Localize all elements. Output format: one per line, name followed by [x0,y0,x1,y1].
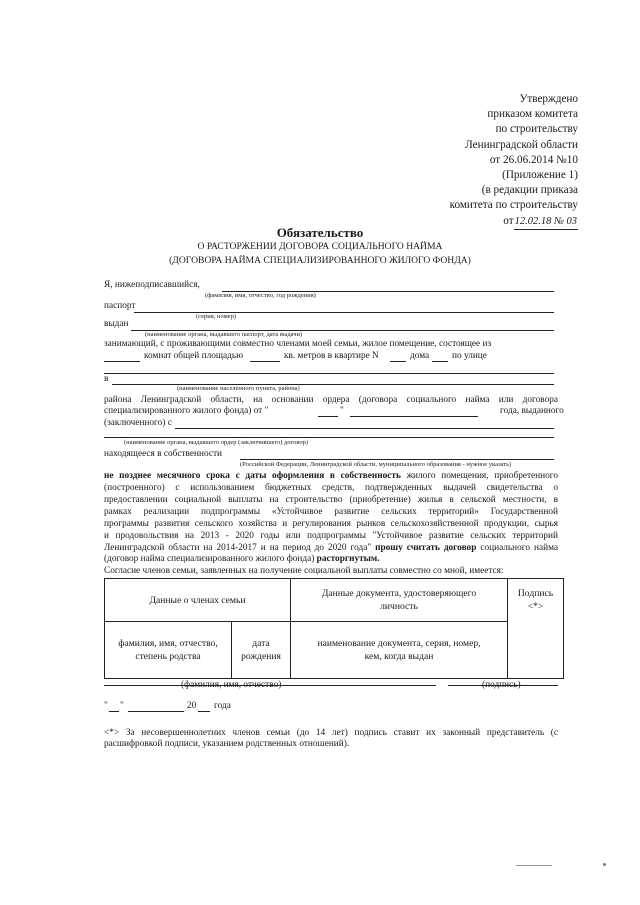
date-day-field[interactable] [109,711,119,712]
body-line-8-bold: расторгнутым. [316,554,380,564]
issued-caption: (наименование органа, выдавшего паспорт, дата выдачи) [145,331,303,338]
iam-caption: (фамилия, имя, отчество, год рождения) [205,292,316,299]
area-field[interactable] [250,361,280,362]
spec-text-c: года, выданного [500,406,564,416]
date-year-suffix: года [214,701,231,711]
owned-caption: (Российской Федерации, Ленинградской области, муниципального образования - нужное указать) [240,461,512,468]
body-line-7 [104,542,558,554]
owned-field[interactable] [240,459,554,460]
approval-line: приказом комитета [487,108,578,121]
page-dot [603,863,606,866]
body-line-8 [104,554,380,564]
district-text: района Ленинградской области, на основании ордера (договора социального найма или договора [104,395,558,405]
body-rest-1: жилого помещения, приобретенного [406,471,558,481]
date-month-field[interactable] [128,711,184,712]
body-line-2: (построенного) с использованием бюджетных средств, подтвержденных выдачей свидетельства о [104,483,558,493]
spec-text-b: " [340,406,344,416]
date-year-field[interactable] [198,711,210,712]
issued-label: выдан [104,319,129,329]
th-birth-date [232,622,291,679]
approval-line: (в редакции приказа [481,184,578,197]
house-field[interactable] [432,361,448,362]
street-label: по улице [452,351,487,361]
owned-label: находящееся в собственности [104,449,223,459]
th-family: Данные о членах семьи [105,579,291,622]
approval-line: Ленинградской области [465,138,578,151]
in-label: в [104,374,109,384]
footnote-line-2: расшифровкой подписи, указанием родственных отношений). [104,739,350,749]
th-document-details-2: кем, когда выдан [364,651,434,662]
date-open-quote: " [104,701,108,711]
occupying-text: занимающий, с проживающими совместно членами моей семьи, жилое помещение, состоящее из [104,339,492,349]
th-name [105,622,232,679]
family-table [104,578,564,679]
th-document-1: Данные документа, удостоверяющего [321,588,477,599]
fio-caption: (фамилия, имя, отчество) [181,680,282,690]
order-date-field[interactable] [350,416,478,417]
approval-date-prefix: от [503,214,514,227]
rooms-count-field[interactable] [104,361,140,362]
area-label: кв. метров в квартире N [284,351,379,361]
th-document [291,579,508,622]
approval-line: от 26.06.2014 №10 [489,153,578,166]
subtitle-2: (ДОГОВОРА НАЙМА СПЕЦИАЛИЗИРОВАННОГО ЖИЛОГО ФОНДА) [169,255,471,266]
body-line-7-b: социального найма [480,543,559,553]
house-label: дома [410,351,430,361]
body-line-4: рамках реализации подпрограммы «Устойчивое развитие сельских территорий» Государственной [104,507,558,517]
th-document-details-1: наименование документа, серия, номер, [317,638,481,649]
body-line-7-a: Ленинградской области на 2014-2017 и на период до 2020 года" [104,543,372,553]
approval-line: комитета по строительству [449,199,578,212]
concluded-field-2[interactable] [104,437,554,438]
concluded-label: (заключенного) с [104,418,172,428]
page-title: Обязательство [276,225,364,240]
spec-text-a: специализированного жилого фонда) от " [104,406,269,416]
body-line-1 [104,470,558,482]
body-line-6: и продовольствия на 2013 - 2020 годы или подпрограммы "Устойчивое развитие сельских территорий [104,531,558,541]
th-name-1: фамилия, имя, отчество, [118,638,218,649]
footnote-line-1: <*> За несовершеннолетних членов семьи (до 14 лет) подпись ставит их законный представитель (с [104,728,558,738]
body-bold-start: не позднее месячного срока с даты оформления в собственность [104,471,401,481]
street-field[interactable] [104,373,554,374]
body-line-7-bold: прошу считать договор [375,543,477,553]
sign-caption: (подпись) [482,680,521,690]
iam-label: Я, нижеподписавшийся, [104,280,200,290]
th-document-2: личность [380,601,418,612]
th-signature-2: <*> [527,601,544,612]
order-day-field[interactable] [318,416,338,417]
th-name-2: степень родства [135,651,201,662]
th-document-details [291,622,508,679]
passport-caption: (серия, номер) [196,313,236,320]
body-line-5: программы развития сельского хозяйства и регулирования рынков сельскохозяйственной продукции, сырья [104,519,558,529]
th-birth-date-2: рождения [241,651,281,662]
table-subheader-row [105,622,564,679]
th-signature-1: Подпись [517,588,554,599]
handwritten-date: 12.02.18 № 03 [514,214,578,230]
table-header-row [105,579,564,622]
consent-text: Согласие членов семьи, заявленных на получение социальной выплаты совместно со мной, имеется: [104,566,504,576]
bottom-divider [516,865,552,866]
th-birth-date-1: дата [252,638,270,649]
date-year-prefix: 20 [187,701,197,711]
concluded-caption: (наименование органа, выдавшего ордер (заключившего) договор) [124,439,309,446]
th-signature [508,579,564,679]
passport-label: паспорт [104,301,136,311]
date-close-quote: " [120,701,124,711]
subtitle-1: О РАСТОРЖЕНИИ ДОГОВОРА СОЦИАЛЬНОГО НАЙМА [197,241,443,252]
approval-line: по строительству [495,123,578,136]
approval-line: Утверждено [519,93,578,105]
approval-line: (Приложение 1) [502,169,578,182]
rooms-label: комнат общей площадью [144,351,244,361]
concluded-field[interactable] [175,428,554,429]
body-line-3: предоставлении социальной выплаты на строительство (приобретение) жилья в сельской местности, в [104,495,558,505]
approval-block [450,92,578,230]
locality-caption: (наименование населенного пункта, района) [177,385,300,392]
flat-field[interactable] [390,361,406,362]
body-line-8-a: (договор найма специализированного жилого фонда) [104,554,315,564]
